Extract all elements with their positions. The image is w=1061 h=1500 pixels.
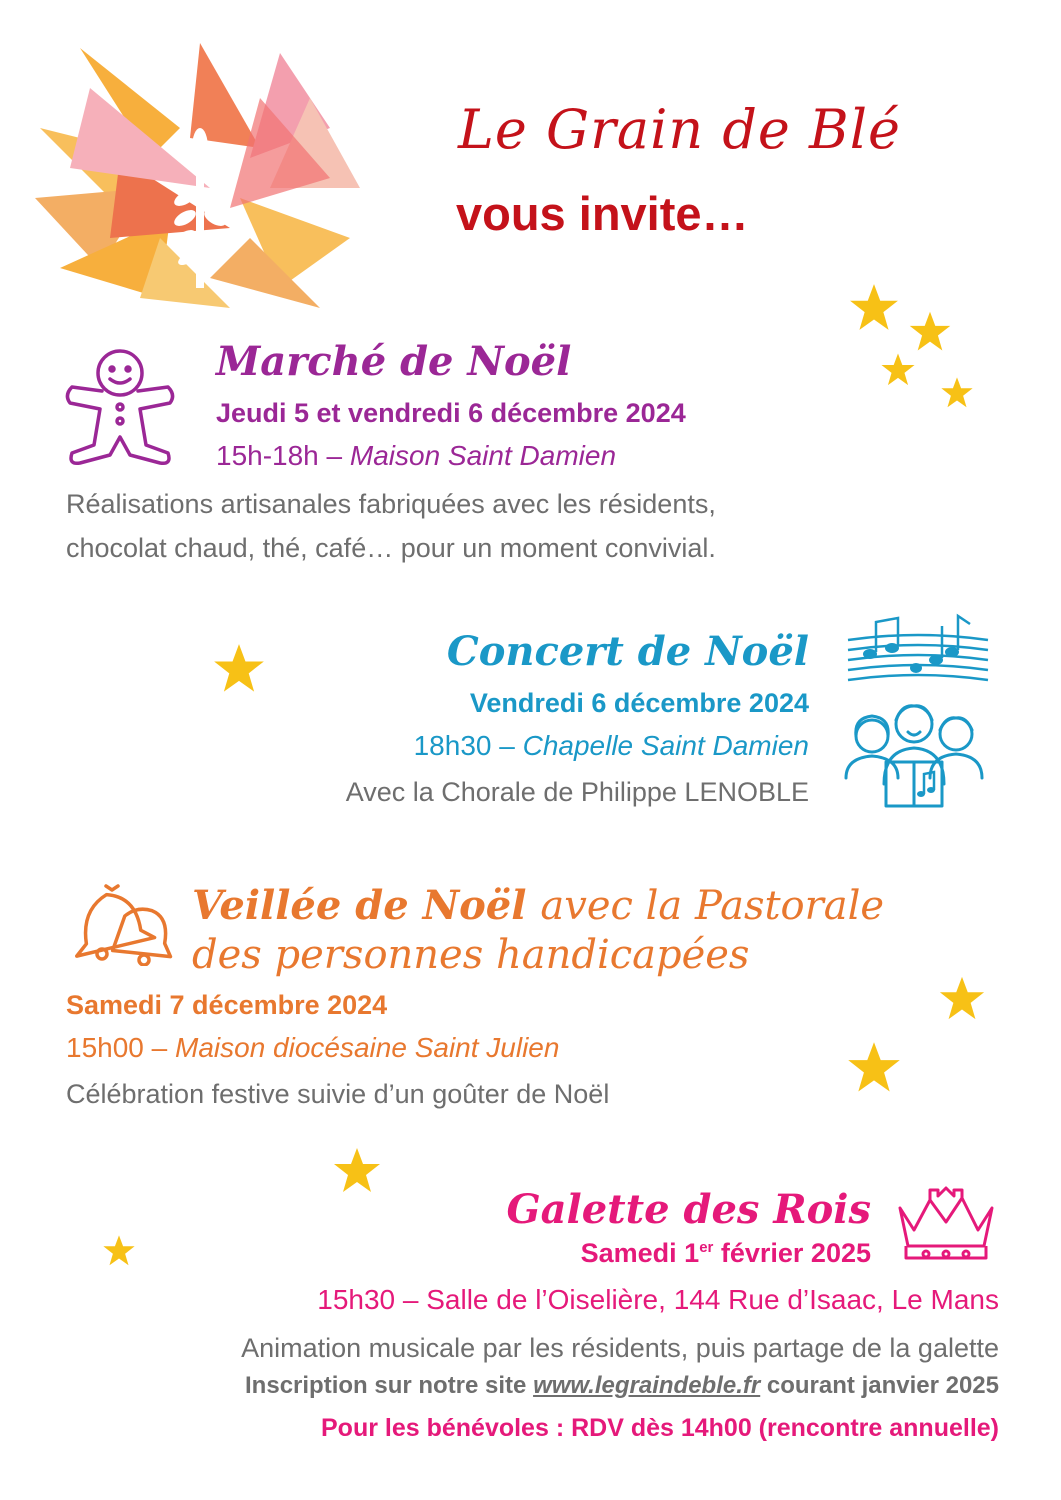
- star-icon: [332, 1146, 382, 1196]
- crown-icon: [892, 1178, 1000, 1264]
- page-title: Le Grain de Blé: [458, 98, 901, 161]
- star-icon: [848, 282, 900, 334]
- concert-title: Concert de Noël: [446, 628, 809, 675]
- star-icon: [880, 352, 916, 388]
- marche-desc-1: Réalisations artisanales fabriquées avec les résidents,: [66, 489, 716, 519]
- veillee-desc: Célébration festive suivie d’un goûter de Noël: [66, 1079, 610, 1109]
- galette-date: Samedi 1er février 2025: [580, 1238, 871, 1268]
- marche-desc-2: chocolat chaud, thé, café… pour un moment convivial.: [66, 533, 716, 563]
- gingerbread-icon: [62, 345, 178, 471]
- star-icon: [908, 310, 952, 354]
- veillee-time: 15h00 – Maison diocésaine Saint Julien: [66, 1032, 560, 1063]
- star-icon: [938, 975, 986, 1023]
- galette-location: 15h30 – Salle de l’Oiselière, 144 Rue d’Isaac, Le Mans: [317, 1284, 999, 1315]
- page-subtitle: vous invite…: [456, 187, 749, 240]
- star-icon: [846, 1040, 902, 1096]
- wheat-candle-logo: [30, 38, 370, 318]
- galette-inscription: Inscription sur notre site www.legraindeble.fr courant janvier 2025: [245, 1372, 999, 1399]
- star-icon: [102, 1234, 136, 1268]
- star-icon: [940, 376, 974, 410]
- veillee-title-line1: Veillée de Noël avec la Pastorale: [192, 882, 885, 929]
- website-link[interactable]: www.legraindeble.fr: [533, 1372, 761, 1399]
- marche-title: Marché de Noël: [216, 338, 572, 385]
- galette-benevoles: Pour les bénévoles : RDV dès 14h00 (rencontre annuelle): [321, 1414, 999, 1442]
- marche-date: Jeudi 5 et vendredi 6 décembre 2024: [216, 398, 686, 428]
- music-notes-icon: [846, 612, 990, 684]
- bells-icon: [62, 880, 180, 966]
- concert-date: Vendredi 6 décembre 2024: [469, 688, 809, 718]
- galette-desc: Animation musicale par les résidents, puis partage de la galette: [241, 1333, 999, 1363]
- marche-time: 15h-18h – Maison Saint Damien: [216, 440, 617, 471]
- choir-icon: [842, 698, 988, 810]
- concert-desc: Avec la Chorale de Philippe LENOBLE: [345, 777, 809, 807]
- concert-time: 18h30 – Chapelle Saint Damien: [413, 730, 809, 761]
- veillee-title-line2: des personnes handicapées: [192, 932, 750, 978]
- veillee-date: Samedi 7 décembre 2024: [66, 990, 388, 1020]
- star-icon: [212, 642, 266, 696]
- galette-title: Galette des Rois: [506, 1186, 871, 1233]
